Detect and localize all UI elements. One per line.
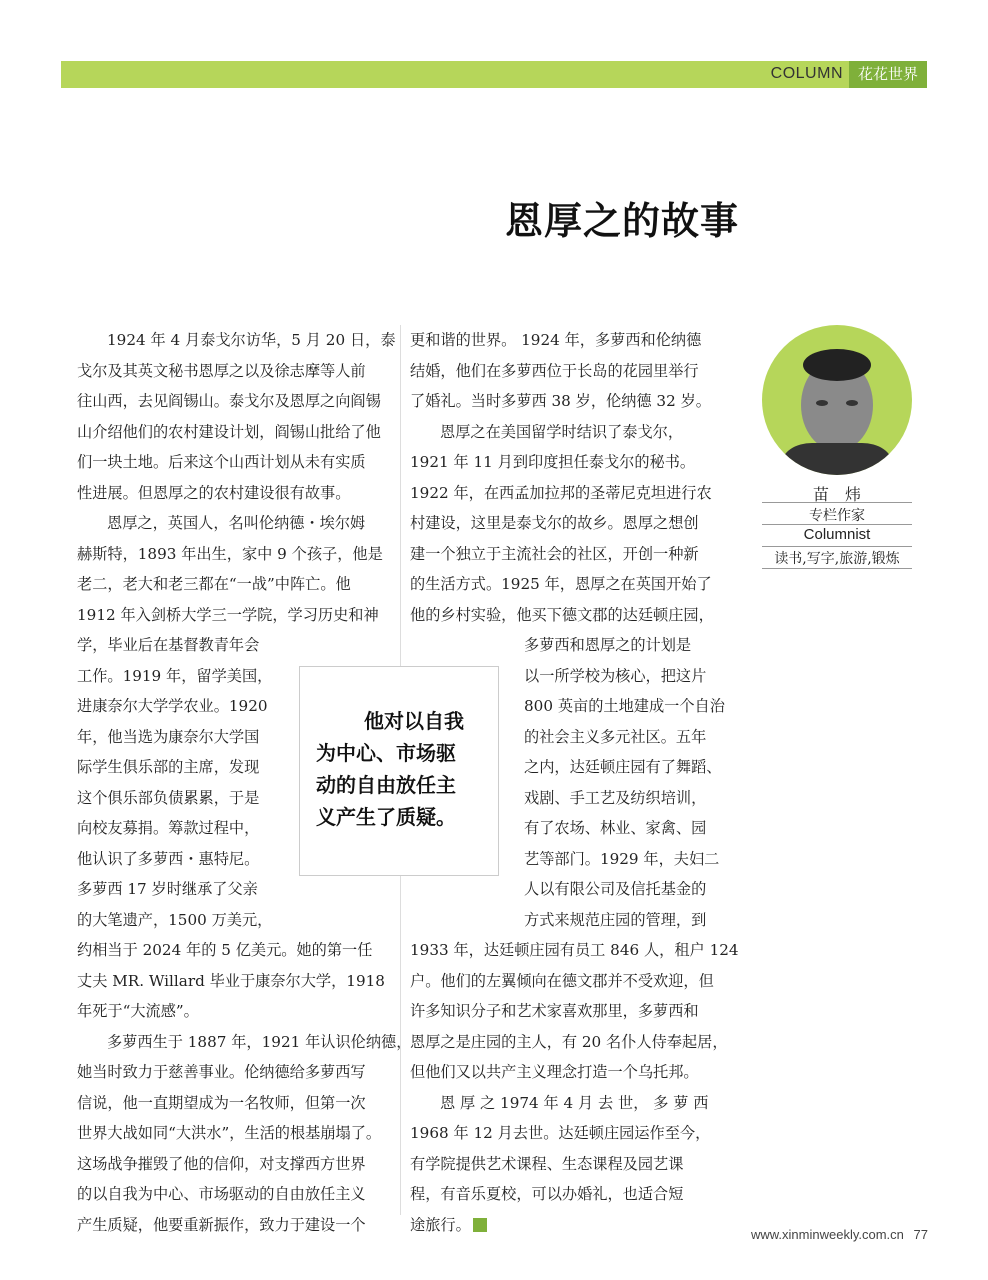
- body-line: 村建设，这里是泰戈尔的故乡。恩厚之想创: [410, 514, 699, 532]
- section-tag: 花花世界: [849, 61, 927, 88]
- body-line: 恩 厚 之 1974 年 4 月 去 世， 多 萝 西: [440, 1093, 709, 1112]
- body-line: 恩厚之是庄园的主人，有 20 名仆人侍奉起居，: [410, 1032, 728, 1051]
- body-line: 途旅行。: [410, 1210, 487, 1241]
- body-line: 的生活方式。1925 年，恩厚之在英国开始了: [410, 575, 712, 593]
- body-line: 这个俱乐部负债累累，于是: [77, 788, 260, 807]
- body-line: 年死于“大流感”。: [77, 1002, 199, 1020]
- body-line: 她当时致力于慈善事业。伦纳德给多萝西写: [77, 1063, 366, 1081]
- body-line: 多萝西和恩厚之的计划是: [524, 636, 692, 654]
- body-line: 艺等部门。1929 年，夫妇二: [524, 849, 720, 868]
- author-role: 专栏作家: [809, 508, 865, 524]
- pull-quote: [299, 666, 499, 876]
- body-line: 户。他们的左翼倾向在德文郡并不受欢迎，但: [410, 971, 714, 990]
- body-line: 更和谐的世界。 1924 年，多萝西和伦纳德: [410, 331, 702, 349]
- end-mark-icon: [473, 1218, 487, 1232]
- author-divider: [762, 568, 912, 569]
- body-line: 1933 年，达廷顿庄园有员工 846 人，租户 124: [410, 941, 739, 959]
- body-line: 际学生俱乐部的主席，发现: [77, 758, 260, 776]
- body-line: 性进展。但恩厚之的农村建设很有故事。: [77, 483, 351, 502]
- body-line: 1924 年 4 月泰戈尔访华，5 月 20 日，泰: [107, 331, 396, 349]
- column-header-bar: [61, 61, 927, 88]
- author-avatar: [762, 325, 912, 475]
- body-line: 信说，他一直期望成为一名牧师，但第一次: [77, 1093, 366, 1112]
- body-line: 丈夫 MR. Willard 毕业于康奈尔大学，1918: [77, 971, 385, 990]
- body-line: 1921 年 11 月到印度担任泰戈尔的秘书。: [410, 453, 696, 471]
- body-line: 程，有音乐夏校，可以办婚礼，也适合短: [410, 1185, 684, 1203]
- body-line: 产生质疑，他要重新振作，致力于建设一个: [77, 1215, 366, 1234]
- body-line: 约相当于 2024 年的 5 亿美元。她的第一任: [77, 941, 373, 959]
- footer-site: www.xinminweekly.com.cn: [750, 1227, 904, 1242]
- body-line: 人以有限公司及信托基金的: [524, 880, 707, 898]
- body-line: 1922 年，在西孟加拉邦的圣蒂尼克坦进行农: [410, 483, 712, 502]
- pull-quote-line: 他对以自我: [364, 709, 464, 733]
- body-line: 赫斯特，1893 年出生，家中 9 个孩子，他是: [77, 544, 383, 563]
- pull-quote-line: 义产生了质疑。: [316, 805, 456, 829]
- body-line: 恩厚之在美国留学时结识了泰戈尔，: [440, 422, 683, 441]
- body-line: 有学院提供艺术课程、生态课程及园艺课: [410, 1154, 684, 1173]
- footer: [751, 1227, 928, 1242]
- body-line: 1968 年 12 月去世。达廷顿庄园运作至今，: [410, 1124, 711, 1142]
- body-line: 他的乡村实验，他买下德文郡的达廷顿庄园，: [410, 605, 714, 624]
- body-line: 的以自我为中心、市场驱动的自由放任主义: [77, 1185, 366, 1203]
- body-line: 往山西，去见阎锡山。泰戈尔及恩厚之向阎锡: [77, 392, 381, 410]
- page-number: 77: [913, 1227, 928, 1242]
- body-line: 有了农场、林业、家禽、园: [524, 819, 707, 837]
- body-line: 1912 年入剑桥大学三一学院，学习历史和神: [77, 605, 379, 624]
- author-name: 苗 炜: [812, 485, 861, 504]
- body-line: 之内，达廷顿庄园有了舞蹈、: [524, 758, 722, 776]
- body-line: 恩厚之，英国人，名叫伦纳德・埃尔姆: [107, 514, 366, 532]
- article-title: 恩厚之的故事: [505, 198, 740, 243]
- body-line: 山介绍他们的农村建设计划，阎锡山批给了他: [77, 422, 381, 441]
- body-line: 世界大战如同“大洪水”，生活的根基崩塌了。: [77, 1124, 382, 1142]
- pull-quote-line: 为中心、市场驱: [316, 741, 456, 765]
- body-line: 进康奈尔大学学农业。1920: [77, 697, 268, 715]
- body-line: 但他们又以共产主义理念打造一个乌托邦。: [410, 1063, 699, 1081]
- author-hobbies: 读书,写字,旅游,锻炼: [774, 551, 900, 567]
- author-divider: [762, 524, 912, 525]
- body-line: 们一块土地。后来这个山西计划从未有实质: [77, 453, 366, 471]
- author-role-en: Columnist: [803, 526, 871, 543]
- body-line: 年，他当选为康奈尔大学国: [77, 727, 260, 746]
- body-line: 结婚，他们在多萝西位于长岛的花园里举行: [410, 361, 699, 380]
- body-line: 方式来规范庄园的管理，到: [524, 910, 707, 929]
- body-line: 800 英亩的土地建成一个自治: [524, 697, 725, 715]
- body-line: 戈尔及其英文秘书恩厚之以及徐志摩等人前: [77, 361, 366, 380]
- body-line: 学，毕业后在基督教青年会: [77, 636, 260, 654]
- body-line: 他认识了多萝西・惠特尼。: [77, 849, 260, 868]
- author-divider: [762, 502, 912, 503]
- author-divider: [762, 546, 912, 547]
- body-line: 的大笔遗产，1500 万美元，: [77, 910, 273, 929]
- body-line: 老二，老大和老三都在“一战”中阵亡。他: [77, 575, 351, 593]
- body-line: 建一个独立于主流社会的社区，开创一种新: [410, 544, 699, 563]
- body-line: 向校友募捐。筹款过程中，: [77, 819, 260, 837]
- body-line: 多萝西生于 1887 年，1921 年认识伦纳德，: [107, 1032, 412, 1051]
- body-line: 许多知识分子和艺术家喜欢那里，多萝西和: [410, 1002, 699, 1020]
- body-line: 工作。1919 年，留学美国，: [77, 666, 273, 685]
- body-line: 戏剧、手工艺及纺织培训，: [524, 788, 707, 807]
- pull-quote-line: 动的自由放任主: [316, 773, 456, 797]
- column-label: COLUMN: [770, 65, 843, 82]
- body-line: 的社会主义多元社区。五年: [524, 727, 707, 746]
- body-line: 多萝西 17 岁时继承了父亲: [77, 880, 258, 898]
- body-line: 以一所学校为核心，把这片: [524, 666, 707, 685]
- body-line: 了婚礼。当时多萝西 38 岁，伦纳德 32 岁。: [410, 392, 711, 410]
- body-line: 这场战争摧毁了他的信仰，对支撑西方世界: [77, 1154, 366, 1173]
